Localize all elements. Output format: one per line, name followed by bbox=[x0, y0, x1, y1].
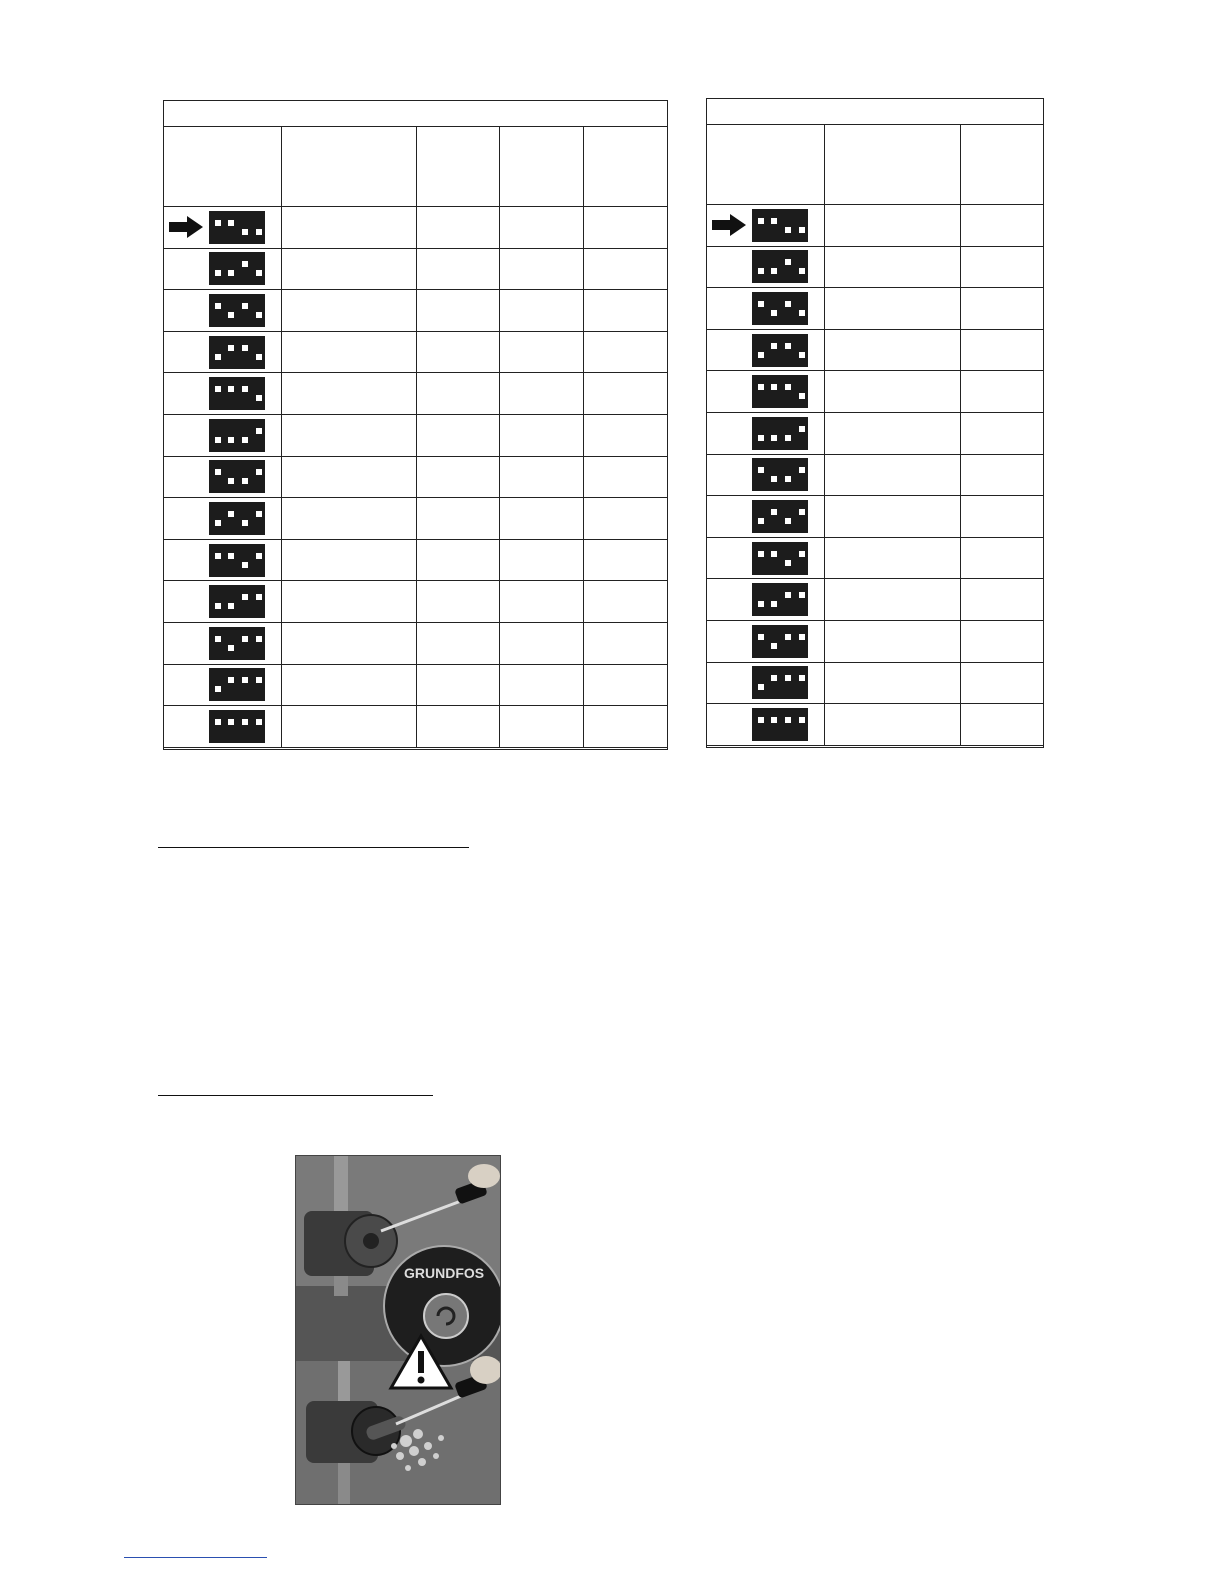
dip-switch-lever bbox=[242, 229, 248, 235]
dip-switch-lever bbox=[771, 310, 777, 316]
dip-setting-cell bbox=[164, 249, 282, 290]
dip-switch-lever bbox=[242, 261, 248, 267]
table-cell bbox=[417, 498, 500, 539]
table-row bbox=[164, 706, 667, 748]
table-cell bbox=[584, 457, 667, 498]
table-cell bbox=[584, 540, 667, 581]
dip-switch-lever bbox=[242, 719, 248, 725]
dip-switch-icon bbox=[752, 334, 808, 367]
right-table-title bbox=[707, 99, 1043, 125]
dip-switch-icon bbox=[209, 544, 265, 577]
dip-switch-lever bbox=[242, 636, 248, 642]
dip-switch-icon bbox=[209, 336, 265, 369]
dip-switch-lever bbox=[785, 592, 791, 598]
left-table-title bbox=[164, 101, 667, 127]
dip-switch-lever bbox=[785, 560, 791, 566]
right-settings-table bbox=[706, 98, 1044, 748]
table-row bbox=[707, 496, 1043, 538]
dip-setting-cell bbox=[164, 665, 282, 706]
table-cell bbox=[417, 623, 500, 664]
dip-switch-lever bbox=[256, 395, 262, 401]
dip-switch-lever bbox=[799, 717, 805, 723]
dip-switch-lever bbox=[228, 478, 234, 484]
dip-switch-lever bbox=[228, 220, 234, 226]
dip-switch-lever bbox=[256, 428, 262, 434]
dip-switch-lever bbox=[758, 518, 764, 524]
table-cell bbox=[825, 455, 961, 496]
dip-setting-cell bbox=[164, 623, 282, 664]
table-cell bbox=[584, 623, 667, 664]
dip-switch-lever bbox=[785, 227, 791, 233]
dip-switch-lever bbox=[799, 467, 805, 473]
table-cell bbox=[417, 540, 500, 581]
dip-switch-icon bbox=[752, 708, 808, 741]
dip-switch-lever bbox=[758, 384, 764, 390]
dip-switch-lever bbox=[785, 384, 791, 390]
table-cell bbox=[417, 249, 500, 290]
table-cell bbox=[417, 207, 500, 248]
table-row bbox=[707, 330, 1043, 372]
left-table-header bbox=[164, 127, 667, 207]
dip-switch-icon bbox=[209, 502, 265, 535]
table-cell bbox=[500, 623, 584, 664]
dip-setting-cell bbox=[707, 330, 825, 371]
dip-switch-lever bbox=[799, 352, 805, 358]
dip-switch-lever bbox=[215, 469, 221, 475]
table-row bbox=[164, 665, 667, 707]
table-cell bbox=[584, 290, 667, 331]
dip-switch-lever bbox=[799, 592, 805, 598]
table-cell bbox=[825, 413, 961, 454]
dip-switch-lever bbox=[215, 553, 221, 559]
dip-switch-icon bbox=[209, 419, 265, 452]
dip-switch-lever bbox=[758, 218, 764, 224]
dip-switch-lever bbox=[256, 229, 262, 235]
dip-switch-lever bbox=[242, 437, 248, 443]
table-row bbox=[164, 207, 667, 249]
table-cell bbox=[961, 288, 1043, 329]
dip-switch-lever bbox=[771, 551, 777, 557]
header-cell bbox=[707, 125, 825, 204]
table-cell bbox=[961, 704, 1043, 745]
section-heading-underline bbox=[158, 1095, 433, 1096]
dip-switch-lever bbox=[256, 469, 262, 475]
dip-setting-cell bbox=[164, 581, 282, 622]
dip-setting-cell bbox=[707, 538, 825, 579]
dip-setting-cell bbox=[707, 579, 825, 620]
header-cell bbox=[282, 127, 417, 206]
dip-setting-cell bbox=[707, 496, 825, 537]
dip-switch-lever bbox=[242, 562, 248, 568]
table-cell bbox=[961, 579, 1043, 620]
dip-switch-lever bbox=[758, 352, 764, 358]
table-row bbox=[707, 205, 1043, 247]
table-cell bbox=[825, 663, 961, 704]
dip-setting-cell bbox=[164, 457, 282, 498]
right-table-body bbox=[707, 205, 1043, 746]
header-cell bbox=[825, 125, 961, 204]
table-row bbox=[164, 332, 667, 374]
dip-setting-cell bbox=[707, 371, 825, 412]
table-cell bbox=[961, 371, 1043, 412]
table-cell bbox=[417, 706, 500, 747]
dip-switch-lever bbox=[215, 603, 221, 609]
table-cell bbox=[282, 498, 417, 539]
table-cell bbox=[584, 332, 667, 373]
dip-switch-lever bbox=[758, 435, 764, 441]
dip-switch-lever bbox=[799, 509, 805, 515]
dip-switch-lever bbox=[228, 345, 234, 351]
dip-switch-lever bbox=[771, 717, 777, 723]
table-cell bbox=[500, 498, 584, 539]
table-cell bbox=[584, 207, 667, 248]
dip-switch-lever bbox=[228, 603, 234, 609]
dip-switch-lever bbox=[799, 227, 805, 233]
dip-switch-lever bbox=[785, 518, 791, 524]
dip-switch-lever bbox=[256, 594, 262, 600]
table-cell bbox=[417, 332, 500, 373]
table-cell bbox=[282, 581, 417, 622]
table-row bbox=[164, 249, 667, 291]
dip-switch-lever bbox=[785, 435, 791, 441]
table-cell bbox=[282, 706, 417, 747]
table-row bbox=[707, 413, 1043, 455]
dip-switch-lever bbox=[785, 717, 791, 723]
dip-switch-icon bbox=[209, 668, 265, 701]
dip-switch-lever bbox=[758, 684, 764, 690]
table-cell bbox=[500, 290, 584, 331]
table-cell bbox=[282, 665, 417, 706]
dip-switch-lever bbox=[771, 476, 777, 482]
table-row bbox=[164, 623, 667, 665]
table-cell bbox=[584, 373, 667, 414]
dip-switch-lever bbox=[758, 301, 764, 307]
table-cell bbox=[282, 623, 417, 664]
table-cell bbox=[961, 330, 1043, 371]
selected-arrow-icon bbox=[169, 216, 203, 238]
dip-switch-lever bbox=[799, 310, 805, 316]
table-cell bbox=[500, 540, 584, 581]
left-table-body bbox=[164, 207, 667, 748]
dip-switch-lever bbox=[215, 437, 221, 443]
header-cell bbox=[961, 125, 1043, 204]
table-row bbox=[707, 247, 1043, 289]
table-cell bbox=[961, 413, 1043, 454]
dip-switch-icon bbox=[752, 250, 808, 283]
dip-setting-cell bbox=[707, 413, 825, 454]
dip-switch-lever bbox=[771, 643, 777, 649]
table-cell bbox=[417, 581, 500, 622]
dip-switch-lever bbox=[771, 268, 777, 274]
dip-setting-cell bbox=[707, 205, 825, 246]
dip-switch-icon bbox=[752, 209, 808, 242]
table-cell bbox=[500, 581, 584, 622]
table-cell bbox=[500, 373, 584, 414]
dip-switch-lever bbox=[758, 551, 764, 557]
dip-switch-lever bbox=[242, 345, 248, 351]
dip-switch-lever bbox=[799, 675, 805, 681]
table-cell bbox=[500, 457, 584, 498]
table-cell bbox=[825, 579, 961, 620]
dip-switch-lever bbox=[758, 634, 764, 640]
table-row bbox=[707, 455, 1043, 497]
dip-switch-lever bbox=[785, 301, 791, 307]
table-cell bbox=[961, 455, 1043, 496]
table-cell bbox=[417, 373, 500, 414]
dip-switch-lever bbox=[215, 303, 221, 309]
dip-switch-lever bbox=[228, 645, 234, 651]
dip-switch-lever bbox=[771, 601, 777, 607]
dip-switch-icon bbox=[752, 666, 808, 699]
table-cell bbox=[825, 704, 961, 745]
table-row bbox=[164, 498, 667, 540]
dip-switch-lever bbox=[758, 268, 764, 274]
table-cell bbox=[500, 706, 584, 747]
dip-switch-lever bbox=[215, 270, 221, 276]
dip-switch-icon bbox=[752, 458, 808, 491]
table-row bbox=[164, 373, 667, 415]
table-cell bbox=[825, 247, 961, 288]
dip-switch-icon bbox=[209, 585, 265, 618]
table-cell bbox=[417, 665, 500, 706]
dip-switch-lever bbox=[256, 511, 262, 517]
table-cell bbox=[825, 538, 961, 579]
dip-setting-cell bbox=[164, 332, 282, 373]
table-cell bbox=[500, 207, 584, 248]
dip-setting-cell bbox=[164, 415, 282, 456]
dip-switch-lever bbox=[242, 520, 248, 526]
header-cell bbox=[584, 127, 667, 206]
dip-setting-cell bbox=[164, 540, 282, 581]
table-row bbox=[707, 538, 1043, 580]
dip-setting-cell bbox=[707, 247, 825, 288]
dip-switch-lever bbox=[771, 675, 777, 681]
dip-switch-lever bbox=[228, 511, 234, 517]
dip-switch-lever bbox=[799, 551, 805, 557]
brand-text: GRUNDFOS bbox=[404, 1265, 485, 1281]
dip-switch-lever bbox=[215, 636, 221, 642]
right-table-header bbox=[707, 125, 1043, 205]
dip-switch-lever bbox=[228, 677, 234, 683]
pump-illustration bbox=[296, 1156, 501, 1505]
table-row bbox=[707, 371, 1043, 413]
table-row bbox=[164, 457, 667, 499]
dip-switch-lever bbox=[242, 677, 248, 683]
dip-switch-lever bbox=[758, 601, 764, 607]
dip-switch-lever bbox=[256, 636, 262, 642]
table-cell bbox=[282, 457, 417, 498]
dip-switch-lever bbox=[242, 386, 248, 392]
table-row bbox=[164, 415, 667, 457]
dip-switch-lever bbox=[799, 634, 805, 640]
dip-switch-lever bbox=[215, 520, 221, 526]
dip-switch-lever bbox=[256, 354, 262, 360]
dip-switch-lever bbox=[228, 386, 234, 392]
dip-switch-lever bbox=[758, 717, 764, 723]
table-cell bbox=[584, 706, 667, 747]
dip-setting-cell bbox=[164, 290, 282, 331]
table-cell bbox=[825, 205, 961, 246]
dip-switch-icon bbox=[209, 252, 265, 285]
table-row bbox=[164, 540, 667, 582]
table-cell bbox=[282, 415, 417, 456]
dip-setting-cell bbox=[164, 207, 282, 248]
dip-switch-lever bbox=[256, 270, 262, 276]
selected-arrow-icon bbox=[712, 214, 746, 236]
table-row bbox=[707, 621, 1043, 663]
dip-switch-icon bbox=[752, 583, 808, 616]
table-cell bbox=[825, 621, 961, 662]
header-cell bbox=[500, 127, 584, 206]
left-settings-table bbox=[163, 100, 668, 750]
dip-switch-lever bbox=[785, 675, 791, 681]
dip-switch-icon bbox=[752, 375, 808, 408]
dip-switch-icon bbox=[209, 460, 265, 493]
table-row bbox=[707, 288, 1043, 330]
dip-switch-lever bbox=[771, 509, 777, 515]
dip-switch-lever bbox=[215, 354, 221, 360]
table-cell bbox=[825, 330, 961, 371]
dip-switch-lever bbox=[771, 218, 777, 224]
dip-setting-cell bbox=[707, 455, 825, 496]
table-cell bbox=[282, 249, 417, 290]
dip-switch-icon bbox=[209, 710, 265, 743]
dip-switch-lever bbox=[785, 259, 791, 265]
table-cell bbox=[584, 581, 667, 622]
table-cell bbox=[500, 332, 584, 373]
table-row bbox=[164, 581, 667, 623]
table-row bbox=[707, 663, 1043, 705]
dip-switch-lever bbox=[256, 553, 262, 559]
table-cell bbox=[417, 415, 500, 456]
dip-switch-lever bbox=[771, 384, 777, 390]
dip-switch-lever bbox=[242, 478, 248, 484]
dip-switch-lever bbox=[228, 312, 234, 318]
dip-switch-lever bbox=[799, 426, 805, 432]
dip-switch-lever bbox=[228, 553, 234, 559]
dip-switch-lever bbox=[785, 476, 791, 482]
dip-switch-lever bbox=[758, 467, 764, 473]
dip-switch-lever bbox=[242, 594, 248, 600]
table-cell bbox=[961, 496, 1043, 537]
footer-link-underline[interactable] bbox=[124, 1557, 267, 1558]
dip-switch-lever bbox=[228, 719, 234, 725]
header-cell bbox=[164, 127, 282, 206]
table-row bbox=[164, 290, 667, 332]
dip-switch-lever bbox=[228, 437, 234, 443]
header-cell bbox=[417, 127, 500, 206]
dip-switch-icon bbox=[209, 211, 265, 244]
table-cell bbox=[500, 665, 584, 706]
dip-switch-lever bbox=[215, 686, 221, 692]
table-row bbox=[707, 579, 1043, 621]
table-cell bbox=[584, 249, 667, 290]
dip-setting-cell bbox=[164, 373, 282, 414]
dip-switch-lever bbox=[215, 386, 221, 392]
dip-switch-lever bbox=[799, 268, 805, 274]
dip-switch-lever bbox=[256, 677, 262, 683]
dip-switch-lever bbox=[242, 303, 248, 309]
table-cell bbox=[961, 247, 1043, 288]
table-cell bbox=[282, 207, 417, 248]
table-cell bbox=[282, 373, 417, 414]
dip-switch-icon bbox=[752, 417, 808, 450]
dip-switch-icon bbox=[752, 542, 808, 575]
dip-setting-cell bbox=[164, 706, 282, 747]
table-cell bbox=[417, 457, 500, 498]
table-cell bbox=[417, 290, 500, 331]
table-cell bbox=[500, 415, 584, 456]
dip-setting-cell bbox=[707, 621, 825, 662]
dip-switch-icon bbox=[752, 292, 808, 325]
table-cell bbox=[282, 290, 417, 331]
table-cell bbox=[825, 288, 961, 329]
dip-switch-lever bbox=[215, 220, 221, 226]
table-cell bbox=[825, 496, 961, 537]
dip-setting-cell bbox=[707, 704, 825, 745]
dip-switch-icon bbox=[752, 500, 808, 533]
table-cell bbox=[584, 665, 667, 706]
table-row bbox=[707, 704, 1043, 746]
dip-switch-icon bbox=[209, 377, 265, 410]
pump-deblocking-photo bbox=[295, 1155, 501, 1505]
dip-setting-cell bbox=[707, 663, 825, 704]
table-cell bbox=[961, 538, 1043, 579]
table-cell bbox=[282, 332, 417, 373]
dip-switch-lever bbox=[771, 343, 777, 349]
table-cell bbox=[825, 371, 961, 412]
table-cell bbox=[584, 498, 667, 539]
dip-switch-lever bbox=[215, 719, 221, 725]
section-heading-underline bbox=[158, 847, 469, 848]
table-cell bbox=[961, 621, 1043, 662]
table-cell bbox=[961, 205, 1043, 246]
dip-setting-cell bbox=[707, 288, 825, 329]
dip-switch-icon bbox=[752, 625, 808, 658]
dip-switch-lever bbox=[785, 634, 791, 640]
dip-switch-lever bbox=[785, 343, 791, 349]
table-cell bbox=[500, 249, 584, 290]
dip-switch-lever bbox=[771, 435, 777, 441]
table-cell bbox=[584, 415, 667, 456]
table-cell bbox=[961, 663, 1043, 704]
dip-switch-lever bbox=[799, 393, 805, 399]
dip-switch-icon bbox=[209, 627, 265, 660]
table-cell bbox=[282, 540, 417, 581]
dip-switch-lever bbox=[256, 312, 262, 318]
dip-switch-lever bbox=[256, 719, 262, 725]
dip-setting-cell bbox=[164, 498, 282, 539]
dip-switch-icon bbox=[209, 294, 265, 327]
dip-switch-lever bbox=[228, 270, 234, 276]
